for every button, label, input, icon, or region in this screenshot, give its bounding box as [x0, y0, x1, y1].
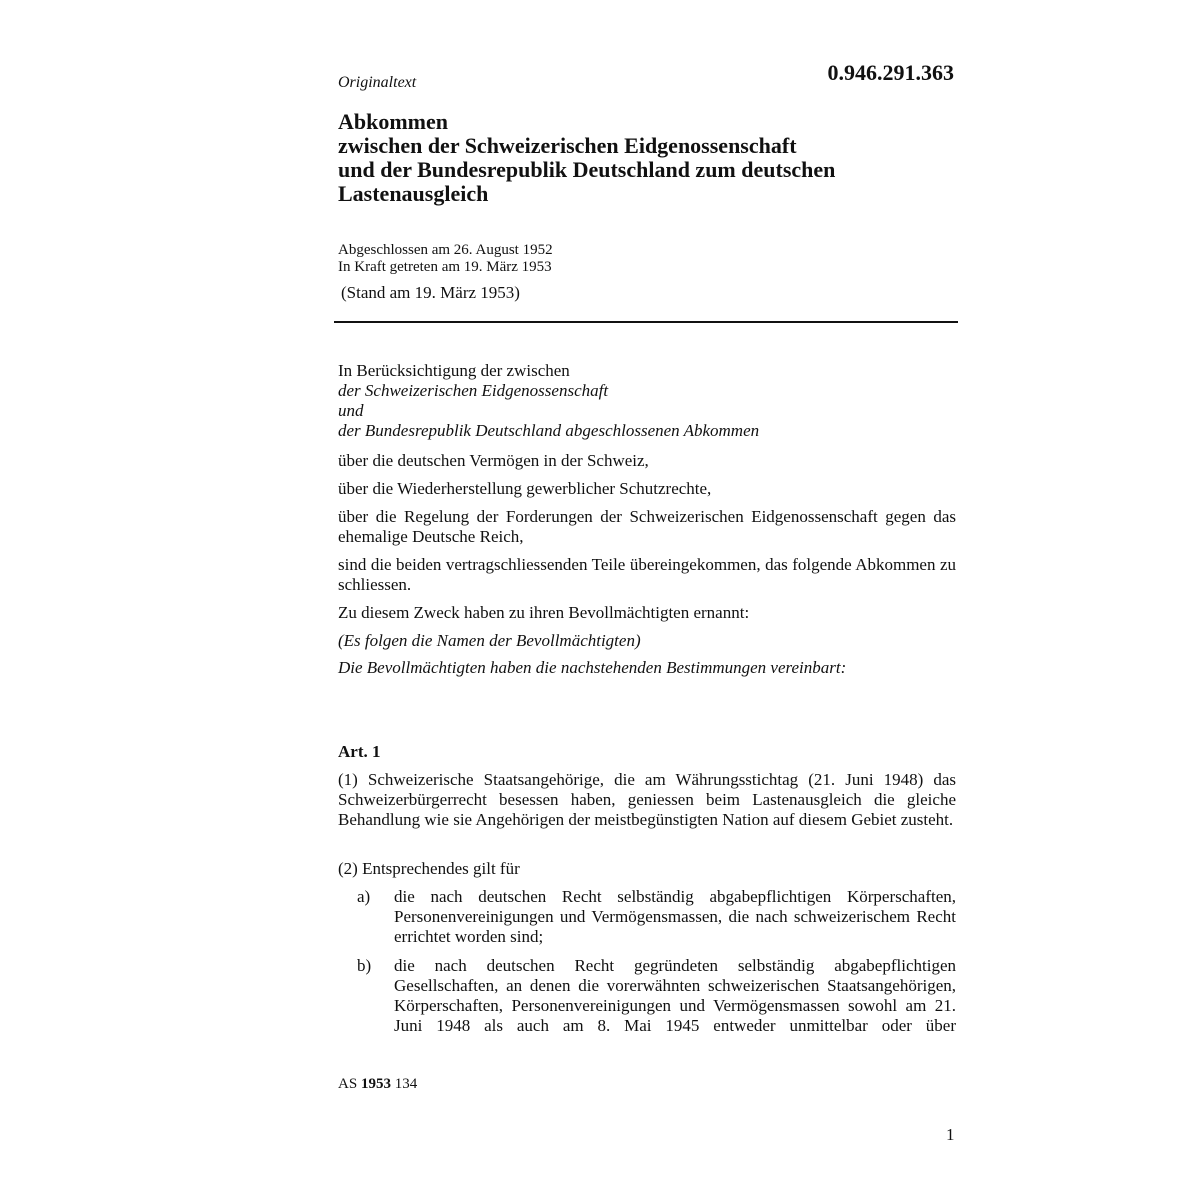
preamble-parties	[338, 361, 956, 441]
title-line: zwischen der Schweizerischen Eidgenossenschaft	[338, 133, 797, 158]
preamble-item-rights: über die Wiederherstellung gewerblicher Schutzrechte,	[338, 479, 712, 498]
title-line: Abkommen	[338, 109, 449, 134]
preamble-plenipotentiaries: Zu diesem Zweck haben zu ihren Bevollmächtigten ernannt:	[338, 603, 750, 622]
preamble-party-switzerland: der Schweizerischen Eidgenossenschaft	[338, 381, 609, 400]
document-title	[338, 110, 958, 206]
list-item-a	[357, 887, 956, 947]
preamble-agreement: sind die beiden vertragschliessenden Teile übereingekommen, das folgende Abkommen zu schliessen.	[338, 555, 956, 594]
list-marker: a)	[357, 887, 371, 906]
sr-number: 0.946.291.363	[827, 60, 954, 85]
page-number: 1	[946, 1125, 955, 1144]
article-1-paragraph-2: (2) Entsprechendes gilt für	[338, 859, 520, 878]
list-item-text: die nach deutschen Recht gegründeten selbständig abgabepflichtigen Gesellschaften, an denen die vorerwähnten schweizerischen Staatsangehörigen, Körperschaften, Personenvereinigungen und Vermögensmassen sowohl am 21. Juni 1948 als auch am 8. Mai 1945 entweder unmittelbar oder über	[394, 956, 956, 1035]
preamble-names-note: (Es folgen die Namen der Bevollmächtigten)	[338, 631, 641, 650]
preamble-agreed: Die Bevollmächtigten haben die nachstehenden Bestimmungen vereinbart:	[338, 658, 847, 677]
preamble-and: und	[338, 401, 364, 420]
preamble-intro: In Berücksichtigung der zwischen	[338, 361, 570, 380]
list-item-b	[357, 956, 956, 1036]
preamble-party-germany: der Bundesrepublik Deutschland abgeschlossenen Abkommen	[338, 421, 760, 440]
header-divider	[334, 321, 958, 323]
document-dates	[338, 242, 553, 276]
originaltext-label: Originaltext	[338, 74, 417, 91]
article-1-heading: Art. 1	[338, 742, 381, 761]
as-page: 134	[394, 1076, 418, 1092]
preamble-item-assets: über die deutschen Vermögen in der Schweiz,	[338, 451, 649, 470]
list-item-text: die nach deutschen Recht selbständig abgabepflichtigen Körperschaften, Personenvereinigungen und Vermögensmassen, die nach schweizerischem Recht errichtet worden sind;	[394, 887, 956, 946]
as-prefix: AS	[338, 1076, 358, 1092]
preamble-item-claims: über die Regelung der Forderungen der Schweizerischen Eidgenossenschaft gegen das ehemalige Deutsche Reich,	[338, 507, 956, 546]
official-collection-reference	[338, 1076, 417, 1093]
list-marker: b)	[357, 956, 372, 975]
status-date: (Stand am 19. März 1953)	[341, 283, 520, 302]
title-line: Lastenausgleich	[338, 181, 489, 206]
title-line: und der Bundesrepublik Deutschland zum deutschen	[338, 157, 836, 182]
as-year: 1953	[360, 1076, 391, 1092]
concluded-date: Abgeschlossen am 26. August 1952	[338, 242, 553, 258]
in-force-date: In Kraft getreten am 19. März 1953	[338, 259, 552, 275]
article-1-paragraph-1: (1) Schweizerische Staatsangehörige, die am Währungsstichtag (21. Juni 1948) das Schweizerbürgerrecht besessen haben, geniessen beim Lastenausgleich die gleiche Behandlung wie sie Angehörigen der meistbegünstigten Nation auf diesem Gebiet zusteht.	[338, 770, 956, 829]
